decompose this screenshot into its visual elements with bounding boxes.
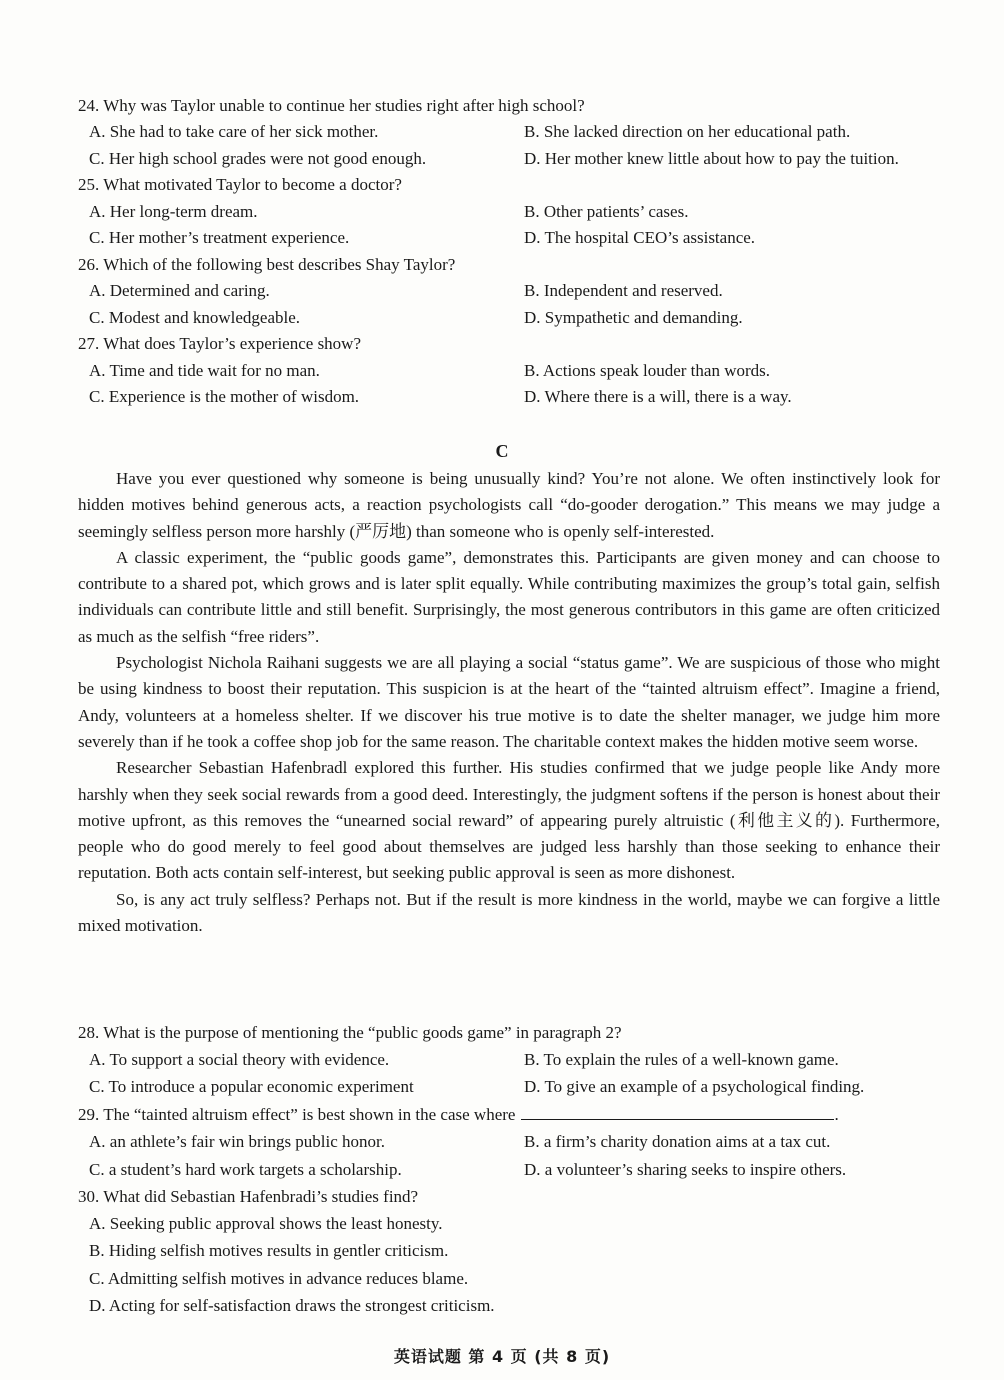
question-24-option-a: A. She had to take care of her sick mother. bbox=[89, 122, 379, 141]
question-28-option-c: C. To introduce a popular economic experiment bbox=[89, 1077, 414, 1096]
question-29-stem-line bbox=[78, 1104, 839, 1126]
question-27-option-d: D. Where there is a will, there is a way. bbox=[524, 387, 792, 406]
question-28-stem: 28. What is the purpose of mentioning the “public goods game” in paragraph 2? bbox=[78, 1023, 622, 1042]
passage-paragraph-3: Psychologist Nichola Raihani suggests we are all playing a social “status game”. We are suspicious of those who might be using kindness to boost their reputation. This suspicion is at the heart of the “tainted altruism effect”. Imagine a friend, Andy, volunteers at a homeless shelter. If we discover his true motive is to date the shelter manager, we judge him more severely than if he took a coffee shop job for the same reason. The charitable context makes the hidden motive seem worse. bbox=[78, 653, 940, 751]
page-footer: 英语试题 第 4 页 (共 8 页) bbox=[393, 1347, 611, 1366]
question-25-option-b: B. Other patients’ cases. bbox=[524, 202, 689, 221]
question-24-option-b: B. She lacked direction on her educational path. bbox=[524, 122, 851, 141]
passage-paragraph-2: A classic experiment, the “public goods game”, demonstrates this. Participants are given money and can choose to contribute to a shared pot, which grows and is later split equally. While contributing maximizes the group’s total gain, selfish individuals can contribute little and still benefit. Surprisingly, the most generous contributors in this game are often criticized as much as the selfish “free riders”. bbox=[78, 547, 940, 646]
question-26-stem: 26. Which of the following best describes Shay Taylor? bbox=[78, 255, 456, 274]
reading-passage bbox=[78, 466, 940, 939]
question-27-stem: 27. What does Taylor’s experience show? bbox=[78, 334, 362, 353]
question-28-option-b: B. To explain the rules of a well-known game. bbox=[524, 1050, 839, 1069]
question-27-option-c: C. Experience is the mother of wisdom. bbox=[89, 387, 360, 406]
question-30-option-b: B. Hiding selfish motives results in gentler criticism. bbox=[89, 1241, 449, 1260]
question-26-option-c: C. Modest and knowledgeable. bbox=[89, 308, 301, 327]
question-27-option-b: B. Actions speak louder than words. bbox=[524, 361, 770, 380]
question-30-option-c: C. Admitting selfish motives in advance reduces blame. bbox=[89, 1269, 469, 1288]
question-24-option-d: D. Her mother knew little about how to pay the tuition. bbox=[524, 149, 899, 168]
question-28-option-d: D. To give an example of a psychological finding. bbox=[524, 1077, 865, 1096]
question-29-option-b: B. a firm’s charity donation aims at a tax cut. bbox=[524, 1132, 831, 1151]
passage-paragraph-4: Researcher Sebastian Hafenbradl explored this further. His studies confirmed that we judge people like Andy more harshly when they seek social rewards from a good deed. Interestingly, the judgment softens if the person is honest about their motive upfront, as this removes the “unearned social reward” of appearing purely altruistic (利他主义的). Furthermore, people who do good merely to feel good about themselves are judged less harshly than those seeking to enhance their reputation. Both acts contain self-interest, but seeking public approval is seen as more dishonest. bbox=[78, 758, 940, 883]
question-29-stem: 29. The “tainted altruism effect” is best shown in the case where bbox=[78, 1105, 516, 1124]
question-29-option-d: D. a volunteer’s sharing seeks to inspire others. bbox=[524, 1160, 847, 1179]
question-26-option-a: A. Determined and caring. bbox=[89, 281, 270, 300]
question-24-stem: 24. Why was Taylor unable to continue her studies right after high school? bbox=[78, 96, 585, 115]
question-25-option-c: C. Her mother’s treatment experience. bbox=[89, 228, 350, 247]
question-30-option-a: A. Seeking public approval shows the least honesty. bbox=[89, 1214, 443, 1233]
question-29-option-c: C. a student’s hard work targets a scholarship. bbox=[89, 1160, 402, 1179]
question-25-stem: 25. What motivated Taylor to become a doctor? bbox=[78, 175, 402, 194]
question-26-option-d: D. Sympathetic and demanding. bbox=[524, 308, 743, 327]
question-28-option-a: A. To support a social theory with evidence. bbox=[89, 1050, 390, 1069]
question-24-option-c: C. Her high school grades were not good enough. bbox=[89, 149, 427, 168]
question-30-option-d: D. Acting for self-satisfaction draws the strongest criticism. bbox=[89, 1296, 495, 1315]
question-26-option-b: B. Independent and reserved. bbox=[524, 281, 723, 300]
section-heading: C bbox=[495, 441, 509, 461]
question-25-option-d: D. The hospital CEO’s assistance. bbox=[524, 228, 756, 247]
passage-paragraph-1: Have you ever questioned why someone is being unusually kind? You’re not alone. We often instinctively look for hidden motives behind generous acts, a reaction psychologists call “do-gooder derogation.” This means we may judge a seemingly selfless person more harshly (严厉地) than someone who is openly self-interested. bbox=[78, 469, 940, 541]
question-30-stem: 30. What did Sebastian Hafenbradi’s studies find? bbox=[78, 1187, 419, 1206]
question-27-option-a: A. Time and tide wait for no man. bbox=[89, 361, 320, 380]
passage-paragraph-5: So, is any act truly selfless? Perhaps not. But if the result is more kindness in the world, maybe we can forgive a little mixed motivation. bbox=[78, 889, 940, 936]
answer-blank bbox=[521, 1104, 834, 1120]
question-29-option-a: A. an athlete’s fair win brings public honor. bbox=[89, 1132, 386, 1151]
question-29-period: . bbox=[834, 1105, 839, 1124]
question-25-option-a: A. Her long-term dream. bbox=[89, 202, 258, 221]
